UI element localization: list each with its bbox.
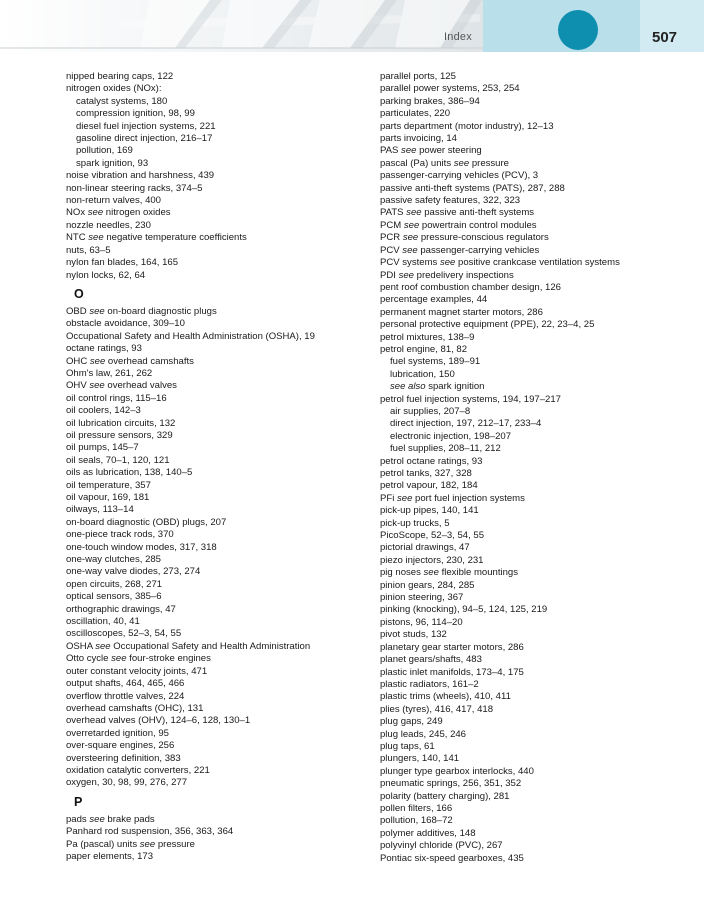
index-entry: overhead camshafts (OHC), 131 bbox=[66, 702, 204, 714]
index-entry: PCV see passenger-carrying vehicles bbox=[380, 244, 540, 256]
index-subentry: electronic injection, 198–207 bbox=[390, 430, 512, 442]
index-entry: one-touch window modes, 317, 318 bbox=[66, 541, 217, 553]
index-entry: over-square engines, 256 bbox=[66, 740, 175, 752]
index-entry: on-board diagnostic (OBD) plugs, 207 bbox=[66, 516, 227, 528]
index-entry: petrol tanks, 327, 328 bbox=[380, 468, 472, 479]
index-entry: pig noses see flexible mountings bbox=[380, 567, 519, 579]
index-entry: petrol vapour, 182, 184 bbox=[380, 480, 478, 492]
index-entry: overretarded ignition, 95 bbox=[66, 727, 169, 739]
index-entry: nitrogen oxides (NOx): bbox=[66, 83, 162, 95]
cross-reference-word: see bbox=[423, 567, 439, 579]
header-rule bbox=[0, 48, 483, 49]
index-subentry: air supplies, 207–8 bbox=[390, 405, 471, 417]
page-header bbox=[0, 0, 704, 52]
cross-reference-word: see bbox=[89, 305, 105, 317]
index-subentry: fuel supplies, 208–11, 212 bbox=[390, 443, 501, 455]
index-entry: octane ratings, 93 bbox=[66, 343, 142, 355]
index-entry: oils as lubrication, 138, 140–5 bbox=[66, 467, 193, 479]
index-entry: output shafts, 464, 465, 466 bbox=[66, 678, 185, 690]
index-entry: oil lubrication circuits, 132 bbox=[66, 417, 176, 429]
index-entry: open circuits, 268, 271 bbox=[66, 578, 163, 590]
index-entry: PCM see powertrain control modules bbox=[380, 219, 537, 231]
index-subentry: pollution, 169 bbox=[76, 145, 133, 157]
index-entry: petrol fuel injection systems, 194, 197–217 bbox=[380, 393, 561, 405]
index-column-right bbox=[380, 71, 700, 865]
index-entry: oilways, 113–14 bbox=[66, 504, 134, 516]
index-subentry: see also spark ignition bbox=[390, 381, 485, 393]
index-entry: pictorial drawings, 47 bbox=[380, 542, 470, 554]
index-subentry: spark ignition, 93 bbox=[76, 157, 149, 169]
index-entry: plastic trims (wheels), 410, 411 bbox=[380, 691, 511, 703]
index-entry: passenger-carrying vehicles (PCV), 3 bbox=[380, 170, 539, 182]
index-entry: plug leads, 245, 246 bbox=[380, 728, 466, 740]
index-entry: PATS see passive anti-theft systems bbox=[380, 207, 535, 219]
index-entry: planet gears/shafts, 483 bbox=[380, 654, 482, 666]
index-entry: pistons, 96, 114–20 bbox=[380, 616, 463, 628]
index-entry: oil pressure sensors, 329 bbox=[66, 429, 173, 441]
index-subentry: lubrication, 150 bbox=[390, 368, 455, 380]
index-entry: nozzle needles, 230 bbox=[66, 219, 151, 231]
index-entry: piezo injectors, 230, 231 bbox=[380, 554, 484, 566]
index-entry: orthographic drawings, 47 bbox=[66, 603, 176, 615]
cross-reference-word: see bbox=[89, 355, 106, 367]
index-entry: plunger type gearbox interlocks, 440 bbox=[380, 765, 534, 777]
index-entry: plastic radiators, 161–2 bbox=[380, 678, 479, 690]
index-entry: paper elements, 173 bbox=[66, 850, 154, 862]
index-entry: pivot studs, 132 bbox=[380, 629, 447, 641]
index-entry: Otto cycle see four-stroke engines bbox=[66, 653, 211, 665]
index-entry: pads see brake pads bbox=[66, 813, 155, 825]
cross-reference-word: see bbox=[453, 157, 470, 169]
index-entry: parallel power systems, 253, 254 bbox=[380, 83, 520, 95]
index-entry: PDI see predelivery inspections bbox=[380, 269, 514, 281]
index-entry: personal protective equipment (PPE), 22, 23–4, 25 bbox=[380, 319, 595, 331]
index-entry: overflow throttle valves, 224 bbox=[66, 690, 185, 702]
index-entry: non-linear steering racks, 374–5 bbox=[66, 182, 203, 194]
index-entry: Pontiac six-speed gearboxes, 435 bbox=[380, 852, 524, 864]
index-entry: plug gaps, 249 bbox=[380, 716, 443, 728]
index-entry: parallel ports, 125 bbox=[380, 71, 456, 82]
cross-reference-word: see bbox=[401, 145, 417, 157]
cross-reference-word: see bbox=[88, 232, 104, 244]
cross-reference-word: see bbox=[89, 813, 105, 825]
cross-reference-word: see bbox=[87, 207, 104, 219]
header-artwork bbox=[0, 0, 704, 52]
index-entry: oxygen, 30, 98, 99, 276, 277 bbox=[66, 777, 188, 789]
index-entry: Pa (pascal) units see pressure bbox=[66, 838, 195, 850]
cross-reference-word: see bbox=[95, 640, 111, 652]
index-entry: OHC see overhead camshafts bbox=[66, 355, 194, 367]
index-entry: percentage examples, 44 bbox=[380, 294, 488, 306]
index-entry: pick-up pipes, 140, 141 bbox=[380, 505, 479, 517]
index-column-left bbox=[66, 71, 386, 863]
index-entry: overhead valves (OHV), 124–6, 128, 130–1 bbox=[66, 715, 251, 727]
index-entry: plastic inlet manifolds, 173–4, 175 bbox=[380, 666, 524, 678]
index-entry: one-way valve diodes, 273, 274 bbox=[66, 566, 201, 578]
index-entry: petrol octane ratings, 93 bbox=[380, 455, 483, 467]
index-entry: Occupational Safety and Health Administration (OSHA), 19 bbox=[66, 330, 315, 342]
index-entry: pent roof combustion chamber design, 126 bbox=[380, 281, 561, 293]
cross-reference-word: see bbox=[111, 653, 127, 665]
index-entry: oil coolers, 142–3 bbox=[66, 405, 141, 417]
index-subentry: compression ignition, 98, 99 bbox=[76, 108, 195, 120]
index-subentry: direct injection, 197, 212–17, 233–4 bbox=[390, 418, 542, 430]
cross-reference-word: see bbox=[398, 269, 414, 281]
index-entry: parking brakes, 386–94 bbox=[380, 95, 480, 107]
index-entry: petrol engine, 81, 82 bbox=[380, 343, 468, 355]
index-entry: parts invoicing, 14 bbox=[380, 133, 457, 145]
index-entry: oil temperature, 357 bbox=[66, 479, 151, 491]
index-entry: passive anti-theft systems (PATS), 287, 288 bbox=[380, 182, 565, 194]
index-entry: oscilloscopes, 52–3, 54, 55 bbox=[66, 628, 182, 640]
cross-reference-word: see bbox=[402, 244, 418, 256]
index-entry: passive safety features, 322, 323 bbox=[380, 195, 521, 207]
index-entry: nipped bearing caps, 122 bbox=[66, 71, 174, 82]
index-entry: polyvinyl chloride (PVC), 267 bbox=[380, 840, 503, 852]
index-entry: pneumatic springs, 256, 351, 352 bbox=[380, 778, 522, 790]
index-entry: OBD see on-board diagnostic plugs bbox=[66, 305, 217, 317]
index-section-letter: O bbox=[74, 286, 84, 301]
index-subentry: catalyst systems, 180 bbox=[76, 95, 168, 107]
index-entry: oil vapour, 169, 181 bbox=[66, 492, 150, 503]
index-entry: pinion steering, 367 bbox=[380, 592, 464, 604]
index-entry: petrol mixtures, 138–9 bbox=[380, 331, 475, 343]
index-entry: pascal (Pa) units see pressure bbox=[380, 157, 509, 169]
index-entry: PCR see pressure-conscious regulators bbox=[380, 232, 549, 244]
cross-reference-word: see bbox=[396, 492, 413, 504]
index-entry: parts department (motor industry), 12–13 bbox=[380, 120, 554, 132]
index-entry: NTC see negative temperature coefficients bbox=[66, 232, 247, 244]
index-entry: one-piece track rods, 370 bbox=[66, 529, 174, 541]
index-entry: polymer additives, 148 bbox=[380, 827, 476, 839]
index-entry: non-return valves, 400 bbox=[66, 195, 161, 207]
index-subentry: gasoline direct injection, 216–17 bbox=[76, 133, 213, 145]
cross-reference-word: see bbox=[89, 380, 105, 392]
index-entry: PicoScope, 52–3, 54, 55 bbox=[380, 530, 485, 542]
index-section-letter: P bbox=[74, 794, 83, 809]
index-entry: pinking (knocking), 94–5, 124, 125, 219 bbox=[380, 604, 548, 616]
index-entry: pinion gears, 284, 285 bbox=[380, 579, 475, 591]
index-entry: polarity (battery charging), 281 bbox=[380, 790, 510, 802]
index-entry: outer constant velocity joints, 471 bbox=[66, 665, 208, 677]
index-entry: nuts, 63–5 bbox=[66, 244, 111, 256]
index-entry: obstacle avoidance, 309–10 bbox=[66, 318, 185, 330]
cross-reference-word: see bbox=[402, 232, 419, 244]
index-entry: Panhard rod suspension, 356, 363, 364 bbox=[66, 826, 234, 838]
header-accent-circle bbox=[558, 10, 598, 50]
index-entry: pick-up trucks, 5 bbox=[380, 517, 450, 529]
cross-reference-word: see also bbox=[390, 381, 426, 393]
cross-reference-word: see bbox=[403, 219, 420, 231]
cross-reference-word: see bbox=[139, 838, 156, 850]
index-subentry: fuel systems, 189–91 bbox=[390, 356, 481, 368]
index-entry: Ohm's law, 261, 262 bbox=[66, 367, 153, 379]
cross-reference-word: see bbox=[439, 257, 456, 269]
section-label: Index bbox=[444, 31, 472, 43]
index-entry: NOx see nitrogen oxides bbox=[66, 207, 171, 219]
index-entry: plies (tyres), 416, 417, 418 bbox=[380, 703, 494, 715]
index-entry: permanent magnet starter motors, 286 bbox=[380, 306, 543, 318]
index-entry: one-way clutches, 285 bbox=[66, 554, 161, 566]
page-number: 507 bbox=[652, 29, 678, 46]
index-entry: oscillation, 40, 41 bbox=[66, 616, 140, 628]
index-subentry: diesel fuel injection systems, 221 bbox=[76, 120, 216, 132]
index-entry: optical sensors, 385–6 bbox=[66, 591, 162, 603]
index-entry: pollen filters, 166 bbox=[380, 802, 453, 814]
index-entry: plug taps, 61 bbox=[380, 740, 435, 752]
index-entry: noise vibration and harshness, 439 bbox=[66, 170, 215, 182]
index-entry: oversteering definition, 383 bbox=[66, 752, 181, 764]
index-entry: OHV see overhead valves bbox=[66, 380, 177, 392]
index-entry: planetary gear starter motors, 286 bbox=[380, 641, 524, 653]
index-entry: OSHA see Occupational Safety and Health Administration bbox=[66, 640, 311, 652]
index-entry: PAS see power steering bbox=[380, 145, 482, 157]
index-entry: pollution, 168–72 bbox=[380, 815, 453, 827]
index-entry: PFi see port fuel injection systems bbox=[380, 492, 525, 504]
index-entry: PCV systems see positive crankcase ventilation systems bbox=[380, 257, 620, 269]
cross-reference-word: see bbox=[406, 207, 422, 219]
index-entry: particulates, 220 bbox=[380, 108, 451, 120]
index-entry: nylon fan blades, 164, 165 bbox=[66, 257, 178, 269]
index-entry: nylon locks, 62, 64 bbox=[66, 269, 146, 281]
index-entry: oil pumps, 145–7 bbox=[66, 442, 139, 454]
index-entry: oxidation catalytic converters, 221 bbox=[66, 764, 210, 776]
index-entry: oil seals, 70–1, 120, 121 bbox=[66, 454, 170, 466]
index-entry: plungers, 140, 141 bbox=[380, 753, 460, 765]
index-entry: oil control rings, 115–16 bbox=[66, 392, 167, 404]
